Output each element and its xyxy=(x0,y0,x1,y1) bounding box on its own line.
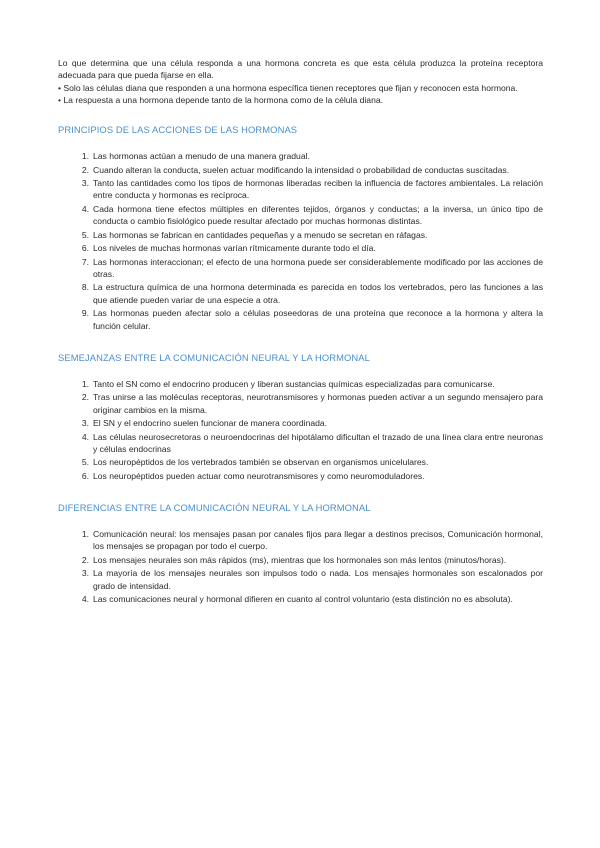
list-item xyxy=(58,177,543,202)
list-item xyxy=(58,391,543,416)
intro-paragraph: Lo que determina que una célula responda a una hormona concreta es que esta célula produzca la proteína receptora adecuada para que pueda fijarse en ella. xyxy=(58,58,543,81)
item-text: Tanto el SN como el endocrino producen y liberan sustancias químicas especializadas para comunicarse. xyxy=(93,378,495,389)
item-number: 3. xyxy=(81,418,89,429)
item-text: Los neuropéptidos pueden actuar como neurotransmisores y como neuromoduladores. xyxy=(93,470,425,481)
section-title: PRINCIPIOS DE LAS ACCIONES DE LAS HORMONAS xyxy=(58,124,298,136)
section-diferencias xyxy=(58,502,543,605)
item-text: La mayoría de los mensajes neurales son impulsos todo o nada. Los mensajes hormonales son escalonados por grado de intensidad. xyxy=(93,568,543,591)
numbered-list xyxy=(58,150,543,332)
list-item xyxy=(58,378,543,390)
intro-bullet-1: • Solo las células diana que responden a una hormona específica tienen receptores que fijan y reconocen esta hormona. xyxy=(58,82,518,93)
item-number: 2. xyxy=(81,554,89,565)
item-text: Cuando alteran la conducta, suelen actuar modificando la intensidad o probabilidad de conductas suscitadas. xyxy=(93,164,510,175)
list-item xyxy=(58,281,543,306)
section-title: SEMEJANZAS ENTRE LA COMUNICACIÓN NEURAL Y LA HORMONAL xyxy=(58,351,370,363)
item-number: 5. xyxy=(81,457,89,468)
list-item xyxy=(58,229,543,241)
intro-bullet-2: • La respuesta a una hormona depende tanto de la hormona como de la célula diana. xyxy=(58,94,384,105)
item-text: Las hormonas actúan a menudo de una manera gradual. xyxy=(93,151,310,162)
list-item xyxy=(58,164,543,176)
item-number: 4. xyxy=(81,203,89,214)
list-item xyxy=(58,242,543,254)
list-item xyxy=(58,593,543,605)
item-text: Las hormonas interaccionan; el efecto de una hormona puede ser considerablemente modificado por las acciones de otras. xyxy=(93,256,543,279)
item-number: 3. xyxy=(81,178,89,189)
item-number: 6. xyxy=(81,243,89,254)
item-number: 2. xyxy=(81,392,89,403)
item-text: Los mensajes neurales son más rápidos (ms), mientras que los hormonales son más lentos (minutos/horas). xyxy=(93,554,507,565)
item-number: 6. xyxy=(81,470,89,481)
item-text: Las hormonas se fabrican en cantidades pequeñas y a menudo se secretan en ráfagas. xyxy=(93,229,428,240)
item-text: Los neuropéptidos de los vertebrados también se observan en organismos unicelulares. xyxy=(93,457,429,468)
item-number: 5. xyxy=(81,229,89,240)
item-number: 4. xyxy=(81,431,89,442)
list-item xyxy=(58,528,543,553)
numbered-list xyxy=(58,378,543,482)
item-number: 7. xyxy=(81,256,89,267)
list-item xyxy=(58,554,543,566)
item-number: 2. xyxy=(81,164,89,175)
item-number: 9. xyxy=(81,308,89,319)
item-number: 4. xyxy=(81,594,89,605)
list-item xyxy=(58,203,543,228)
item-text: Comunicación neural: los mensajes pasan por canales fijos para llegar a destinos precisos, Comunicación hormonal, los mensajes se propagan por todo el cuerpo. xyxy=(93,529,543,552)
list-item xyxy=(58,567,543,592)
section-title: DIFERENCIAS ENTRE LA COMUNICACIÓN NEURAL Y LA HORMONAL xyxy=(58,502,371,514)
item-text: Las comunicaciones neural y hormonal difieren en cuanto al control voluntario (esta distinción no es absoluta). xyxy=(93,594,513,605)
list-item xyxy=(58,417,543,429)
item-number: 1. xyxy=(81,151,89,162)
list-item xyxy=(58,256,543,281)
list-item xyxy=(58,456,543,468)
section-semejanzas xyxy=(58,352,543,482)
item-number: 3. xyxy=(81,568,89,579)
item-text: El SN y el endocrino suelen funcionar de manera coordinada. xyxy=(93,418,328,429)
item-text: Los niveles de muchas hormonas varían rítmicamente durante todo el día. xyxy=(93,243,376,254)
item-text: La estructura química de una hormona determinada es parecida en todos los vertebrados, pero las funciones a las que atiende pueden variar de una especie a otra. xyxy=(93,282,543,305)
list-item xyxy=(58,307,543,332)
numbered-list xyxy=(58,528,543,605)
item-text: Tanto las cantidades como los tipos de hormonas liberadas reciben la influencia de factores ambientales. La relación entre conducta y hormonas es recíproca. xyxy=(93,178,543,201)
list-item xyxy=(58,150,543,162)
item-text: Tras unirse a las moléculas receptoras, neurotransmisores y hormonas pueden activar a un segundo mensajero para originar cambios en la misma. xyxy=(93,392,543,415)
list-item xyxy=(58,470,543,482)
section-principios xyxy=(58,124,543,332)
item-text: Las células neurosecretoras o neuroendocrinas del hipotálamo dificultan el trazado de una línea clara entre neuronas y células endocrinas xyxy=(93,431,543,454)
item-number: 1. xyxy=(81,378,89,389)
item-number: 8. xyxy=(81,282,89,293)
item-text: Las hormonas pueden afectar solo a células poseedoras de una proteína que reconoce a la hormona y altera la función celular. xyxy=(93,308,543,331)
list-item xyxy=(58,431,543,456)
item-text: Cada hormona tiene efectos múltiples en diferentes tejidos, órganos y conductas; a la inversa, un único tipo de conducta o cambio fisiológico puede resultar afectado por muchas hormonas distintas. xyxy=(93,203,543,227)
item-number: 1. xyxy=(81,529,89,540)
